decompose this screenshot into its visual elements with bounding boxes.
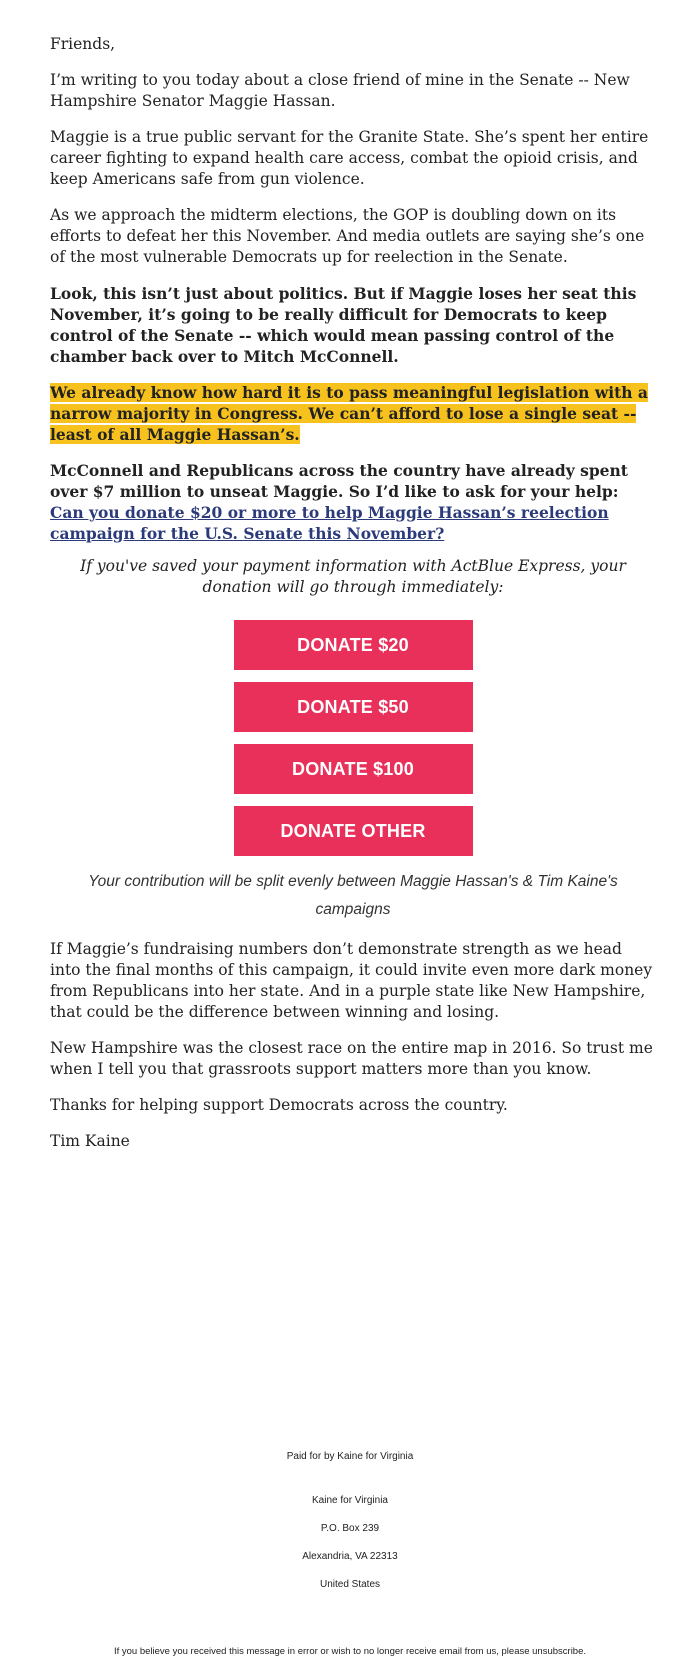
email-body [50,0,656,1152]
paragraph-public-servant: Maggie is a true public servant for the Granite State. She’s spent her entire career fighting to expand health care access, combat the opioid crisis, and keep Americans safe from gun violence. [50,128,649,188]
actblue-note: If you've saved your payment information with ActBlue Express, your donation will go through immediately: [80,557,626,596]
footer [0,1443,700,1599]
donate-buttons [50,620,656,868]
donate-link[interactable]: Can you donate $20 or more to help Maggie Hassan’s reelection campaign for the U.S. Senate this November? [50,503,609,543]
signature: Tim Kaine [50,1132,130,1150]
paragraph-intro: I’m writing to you today about a close friend of mine in the Senate -- New Hampshire Senator Maggie Hassan. [50,71,630,110]
footer-city: Alexandria, VA 22313 [302,1551,398,1562]
donate-20-button[interactable]: DONATE $20 [234,620,473,670]
paragraph-midterms: As we approach the midterm elections, the GOP is doubling down on its efforts to defeat her this November. And media outlets are saying she’s one of the most vulnerable Democrats up for reelection in the Senate. [50,206,645,266]
ask-text: McConnell and Republicans across the country have already spent over $7 million to unseat Maggie. So I’d like to ask for your help: [50,461,628,501]
paragraph-closest-race: New Hampshire was the closest race on the entire map in 2016. So trust me when I tell you that grassroots support matters more than you know. [50,1039,653,1078]
donate-other-button[interactable]: DONATE OTHER [234,806,473,856]
paid-for-notice: Paid for by Kaine for Virginia [286,1451,414,1462]
greeting: Friends, [50,35,116,53]
footer-country: United States [319,1579,381,1590]
split-note: Your contribution will be split evenly between Maggie Hassan's & Tim Kaine's campaigns [88,873,618,918]
paragraph-thanks: Thanks for helping support Democrats across the country. [50,1096,508,1114]
highlighted-text: We already know how hard it is to pass meaningful legislation with a narrow majority in Congress. We can’t afford to lose a single seat -- least of all Maggie Hassan’s. [50,383,648,444]
unsubscribe-notice[interactable]: If you believe you received this message in error or wish to no longer receive email from us, please unsubscribe. [113,1646,587,1657]
paragraph-highlighted-container [50,382,656,445]
footer-org: Kaine for Virginia [312,1495,388,1506]
footer-po-box: P.O. Box 239 [320,1523,380,1534]
paragraph-fundraising: If Maggie’s fundraising numbers don’t demonstrate strength as we head into the final months of this campaign, it could invite even more dark money from Republicans into her state. And in a purple state like New Hampshire, that could be the difference between winning and losing. [50,940,653,1021]
paragraph-ask [50,460,656,544]
donate-50-button[interactable]: DONATE $50 [234,682,473,732]
paragraph-politics: Look, this isn’t just about politics. But if Maggie loses her seat this November, it’s going to be really difficult for Democrats to keep control of the Senate -- which would mean passing control of the chamber back over to Mitch McConnell. [50,284,637,366]
donate-100-button[interactable]: DONATE $100 [234,744,473,794]
